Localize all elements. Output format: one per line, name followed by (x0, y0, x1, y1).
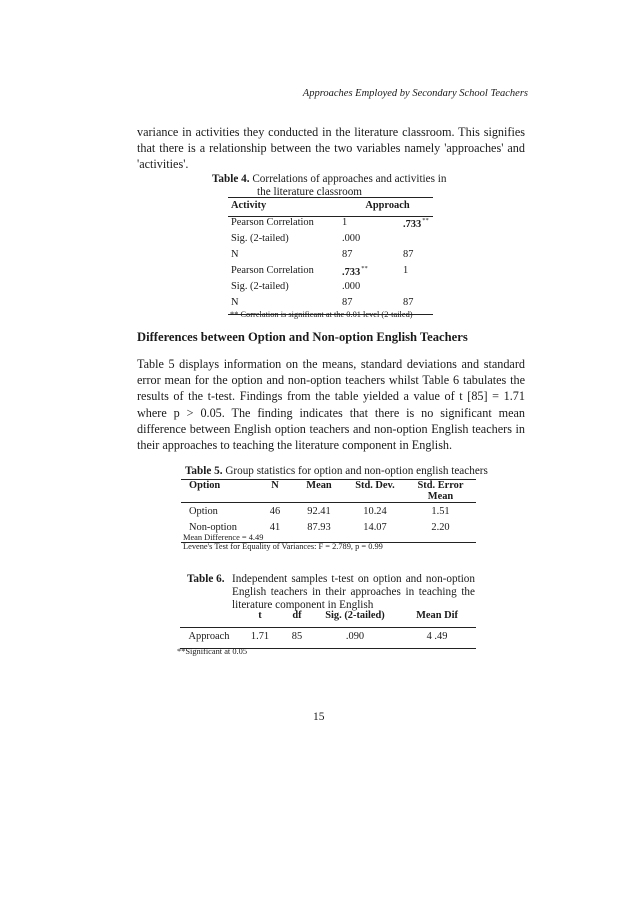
table-row (181, 503, 476, 523)
table5-header-mean: Mean (293, 480, 345, 503)
table-cell: Non-option (181, 522, 257, 543)
table5-note-2: Levene's Test for Equality of Variances: F = 2.789, p = 0.99 (183, 542, 383, 551)
table6 (180, 610, 476, 649)
table6-header-t: t (238, 610, 282, 628)
table-cell: 87 (400, 297, 433, 315)
table6-caption-line1: Independent samples t-test on option and non-option (232, 573, 475, 585)
table-cell: 1.71 (238, 628, 282, 649)
table-cell: Pearson Correlation (231, 265, 314, 276)
table-cell: 1 (342, 217, 348, 228)
table4-note: ** Correlation is significant at the 0.01 level (2-tailed) (230, 310, 413, 319)
page-number: 15 (313, 711, 325, 723)
table-cell: 46 (269, 506, 281, 517)
table-cell: 41 (257, 522, 293, 543)
table6-header-df: df (282, 610, 312, 628)
table6-label (187, 572, 225, 586)
table-cell (339, 265, 400, 281)
table4-caption-line1: Correlations of approaches and activities in (252, 173, 447, 185)
table-row (228, 281, 433, 297)
table5-header-option: Option (181, 480, 257, 503)
table-row (228, 265, 433, 281)
table-cell (400, 281, 433, 297)
table5-header-std-dev: Std. Dev. (345, 480, 405, 503)
sig-mark: ** (361, 265, 368, 272)
table6-caption-line3: literature component in English (232, 599, 374, 611)
correlation-value: .733 (403, 219, 422, 230)
table4-header-row (228, 198, 433, 217)
table-cell: 85 (282, 628, 312, 649)
table-cell: 10.24 (363, 506, 387, 517)
table-cell: 1 (403, 265, 409, 276)
running-head: Approaches Employed by Secondary School Teachers (302, 88, 528, 99)
table-cell: Option (189, 506, 218, 517)
table6-header-sig: Sig. (2-tailed) (312, 610, 398, 628)
table-cell: Sig. (2-tailed) (231, 281, 289, 292)
table6-header-row (180, 610, 476, 628)
table-cell: N (231, 249, 239, 260)
table-cell: .000 (342, 233, 361, 244)
table6-label-text: Table 6. (187, 573, 225, 585)
table4-header-approach: Approach (339, 198, 433, 217)
table-row (228, 233, 433, 249)
table5-caption (185, 464, 488, 478)
table6-header-mean-dif: Mean Dif (398, 610, 476, 628)
table5-header-std-error: Std. Error Mean (405, 480, 476, 503)
table-cell: 87 (342, 249, 353, 260)
body-paragraph-1: variance in activities they conducted in the literature classroom. This signifies that there is a relationship between the two variables namely 'approaches' and 'activities'. (137, 125, 525, 172)
table-cell (400, 217, 433, 234)
table6-header-blank (180, 610, 238, 628)
table4-label: Table 4. (212, 173, 250, 185)
table-row (180, 628, 476, 649)
table-cell: 2.20 (405, 522, 476, 543)
table-cell: 14.07 (345, 522, 405, 543)
table5-caption-text: Group statistics for option and non-option english teachers (225, 465, 488, 477)
table-cell: 4 .49 (398, 628, 476, 649)
table4-caption (212, 172, 446, 186)
table4-header-activity: Activity (228, 198, 339, 217)
table-cell: 87 (339, 297, 400, 315)
table5-header-row (181, 480, 476, 503)
table-cell: 87 (403, 249, 414, 260)
body-paragraph-2: Table 5 displays information on the means, standard deviations and standard error mean for the option and non-option teachers whilst Table 6 tabulates the results of the t-test. Findings from the table yielded a value of t [85] = 1.71 where p > 0.05. The finding indicates that there is no significant mean difference between English option teachers and non-option English teachers in their approaches to teaching the literature component in English. (137, 357, 525, 453)
table5-label: Table 5. (185, 465, 223, 477)
table-cell: Pearson Correlation (231, 217, 314, 228)
table-cell: .000 (342, 281, 361, 292)
section-heading: Differences between Option and Non-option English Teachers (137, 330, 468, 344)
table6-note: **Significant at 0.05 (177, 647, 248, 656)
table-cell: 92.41 (307, 506, 331, 517)
table-cell: Approach (180, 628, 238, 649)
table-row (228, 249, 433, 265)
table4 (228, 197, 433, 315)
sig-mark: ** (422, 217, 429, 224)
table6-caption-line2: English teachers in their approaches in teaching the (232, 586, 475, 598)
correlation-value: .733 (342, 267, 361, 278)
table5-note-1: Mean Difference = 4.49 (183, 533, 264, 542)
table-cell: 87.93 (293, 522, 345, 543)
table-cell (400, 233, 433, 249)
table5-header-n: N (257, 480, 293, 503)
table-cell: 1.51 (431, 506, 450, 517)
table-cell: .090 (312, 628, 398, 649)
table-cell: Sig. (2-tailed) (231, 233, 289, 244)
table-cell: N (228, 297, 339, 315)
table-row (228, 217, 433, 234)
table4-caption-line2: the literature classroom (257, 186, 362, 198)
